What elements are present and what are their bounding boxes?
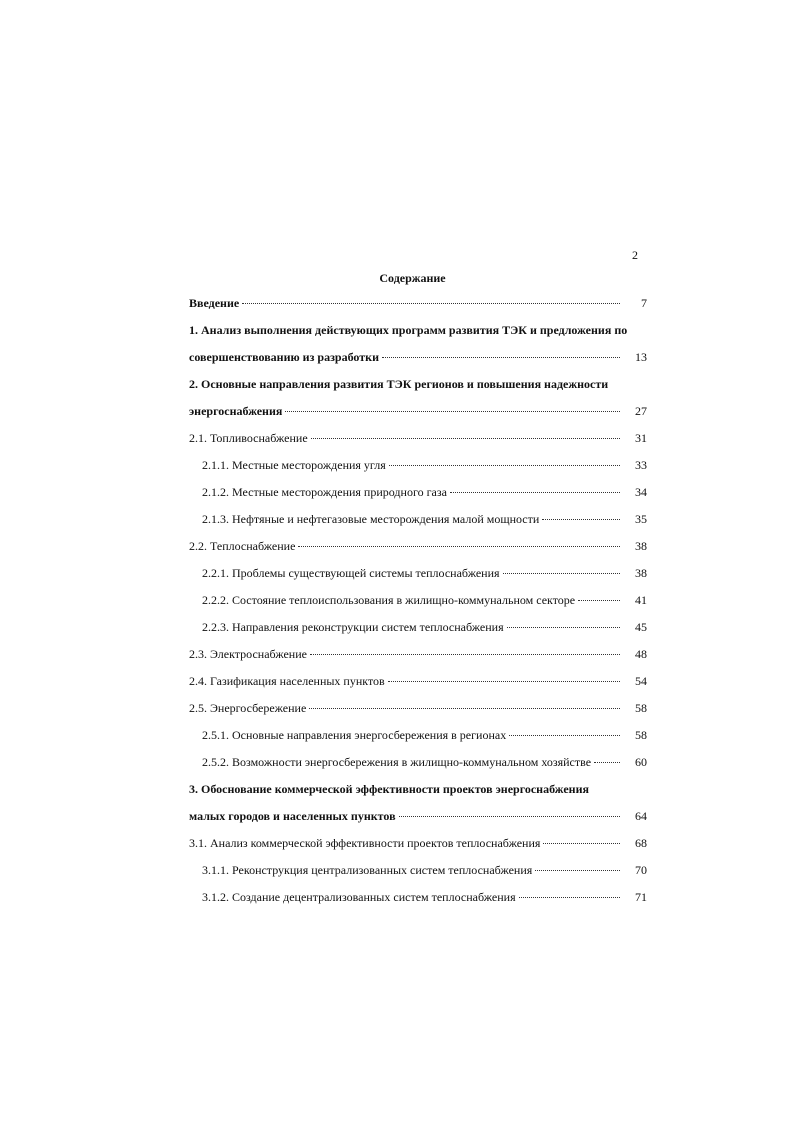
- toc-page-number: 33: [635, 458, 647, 472]
- dot-leader: [311, 438, 620, 439]
- toc-entry-chapter-3[interactable]: [189, 808, 647, 835]
- dot-leader: [509, 735, 620, 736]
- toc-page-number: 27: [635, 404, 647, 418]
- dot-leader: [543, 843, 620, 844]
- dot-leader: [542, 519, 620, 520]
- toc-page-number: 35: [635, 512, 647, 526]
- toc-entry-3-1-1[interactable]: [189, 862, 647, 889]
- toc-page-number: 31: [635, 431, 647, 445]
- toc-entry-text: 3.1.1. Реконструкция централизованных систем теплоснабжения: [202, 863, 533, 877]
- toc-entry-2-2[interactable]: [189, 538, 647, 565]
- dot-leader: [503, 573, 620, 574]
- toc-page-number: 7: [641, 296, 647, 310]
- toc-page-number: 41: [635, 593, 647, 607]
- toc-page-number: 38: [635, 539, 647, 553]
- dot-leader: [382, 357, 620, 358]
- toc-entry-text: 3.1. Анализ коммерческой эффективности проектов теплоснабжения: [189, 836, 541, 850]
- toc-entry-text: совершенствованию из разработки: [189, 350, 379, 364]
- toc-entry-chapter-1[interactable]: [189, 349, 647, 376]
- toc-page-number: 13: [635, 350, 647, 364]
- toc-entry-introduction[interactable]: [189, 295, 647, 322]
- toc-entry-text: 2.2.2. Состояние теплоиспользования в жилищно-коммунальном секторе: [202, 593, 576, 607]
- toc-entry-text: 2.1.1. Местные месторождения угля: [202, 458, 386, 472]
- toc-entry-2-4[interactable]: [189, 673, 647, 700]
- toc-entry-2-1-1[interactable]: [189, 457, 647, 484]
- dot-leader: [309, 708, 620, 709]
- dot-leader: [535, 870, 620, 871]
- toc-entry-text: энергоснабжения: [189, 404, 283, 418]
- dot-leader: [594, 762, 620, 763]
- toc-page-number: 54: [635, 674, 647, 688]
- toc-entry-3-1-2[interactable]: [189, 889, 647, 916]
- page-title: Содержание: [379, 271, 446, 285]
- toc-entry-2-5-1[interactable]: [189, 727, 647, 754]
- dot-leader: [519, 897, 620, 898]
- dot-leader: [242, 303, 620, 304]
- toc-entry-first-line: 2. Основные направления развития ТЭК регионов и повышения надежности: [189, 377, 609, 391]
- toc-entry-text: 2.2.3. Направления реконструкции систем теплоснабжения: [202, 620, 504, 634]
- toc-entry-text: малых городов и населенных пунктов: [189, 809, 396, 823]
- toc-entry-text: 2.2.1. Проблемы существующей системы теплоснабжения: [202, 566, 500, 580]
- toc-entry-3-1[interactable]: [189, 835, 647, 862]
- toc-entry-first-line: 3. Обоснование коммерческой эффективности проектов энергоснабжения: [189, 782, 589, 796]
- dot-leader: [399, 816, 620, 817]
- toc-page-number: 64: [635, 809, 647, 823]
- toc-entry-first-line: 1. Анализ выполнения действующих программ развития ТЭК и предложения по: [189, 323, 628, 337]
- dot-leader: [298, 546, 620, 547]
- toc-page-number: 34: [635, 485, 647, 499]
- toc-entry-2-3[interactable]: [189, 646, 647, 673]
- toc-entry-text: 2.5.1. Основные направления энергосбережения в регионах: [202, 728, 507, 742]
- toc-entry-text: 2.5.2. Возможности энергосбережения в жилищно-коммунальном хозяйстве: [202, 755, 592, 769]
- toc-entry-2-1[interactable]: [189, 430, 647, 457]
- toc-entry-2-5[interactable]: [189, 700, 647, 727]
- toc-page-number: 45: [635, 620, 647, 634]
- toc-page-number: 71: [635, 890, 647, 904]
- dot-leader: [450, 492, 620, 493]
- toc-entry-2-5-2[interactable]: [189, 754, 647, 781]
- toc-entry-text: 3.1.2. Создание децентрализованных систем теплоснабжения: [202, 890, 516, 904]
- toc-entry-text: 2.1.3. Нефтяные и нефтегазовые месторождения малой мощности: [202, 512, 540, 526]
- table-of-contents: [189, 295, 647, 916]
- toc-entry-text: 2.2. Теплоснабжение: [189, 539, 296, 553]
- toc-page-number: 60: [635, 755, 647, 769]
- toc-entry-text: 2.3. Электроснабжение: [189, 647, 307, 661]
- dot-leader: [285, 411, 620, 412]
- dot-leader: [310, 654, 620, 655]
- toc-page-number: 70: [635, 863, 647, 877]
- toc-entry-text: 2.1. Топливоснабжение: [189, 431, 308, 445]
- toc-entry-chapter-2[interactable]: [189, 403, 647, 430]
- toc-page-number: 58: [635, 728, 647, 742]
- toc-entry-text: 2.5. Энергосбережение: [189, 701, 307, 715]
- toc-entry-2-2-2[interactable]: [189, 592, 647, 619]
- toc-entry-text: Введение: [189, 296, 240, 310]
- toc-page-number: 38: [635, 566, 647, 580]
- toc-entry-2-2-3[interactable]: [189, 619, 647, 646]
- toc-entry-text: 2.4. Газификация населенных пунктов: [189, 674, 385, 688]
- page-number: 2: [632, 248, 638, 262]
- dot-leader: [578, 600, 620, 601]
- toc-entry-2-2-1[interactable]: [189, 565, 647, 592]
- toc-page-number: 48: [635, 647, 647, 661]
- toc-entry-2-1-2[interactable]: [189, 484, 647, 511]
- toc-entry-text: 2.1.2. Местные месторождения природного газа: [202, 485, 447, 499]
- toc-entry-2-1-3[interactable]: [189, 511, 647, 538]
- toc-page-number: 58: [635, 701, 647, 715]
- dot-leader: [388, 681, 620, 682]
- toc-page-number: 68: [635, 836, 647, 850]
- dot-leader: [507, 627, 620, 628]
- dot-leader: [389, 465, 620, 466]
